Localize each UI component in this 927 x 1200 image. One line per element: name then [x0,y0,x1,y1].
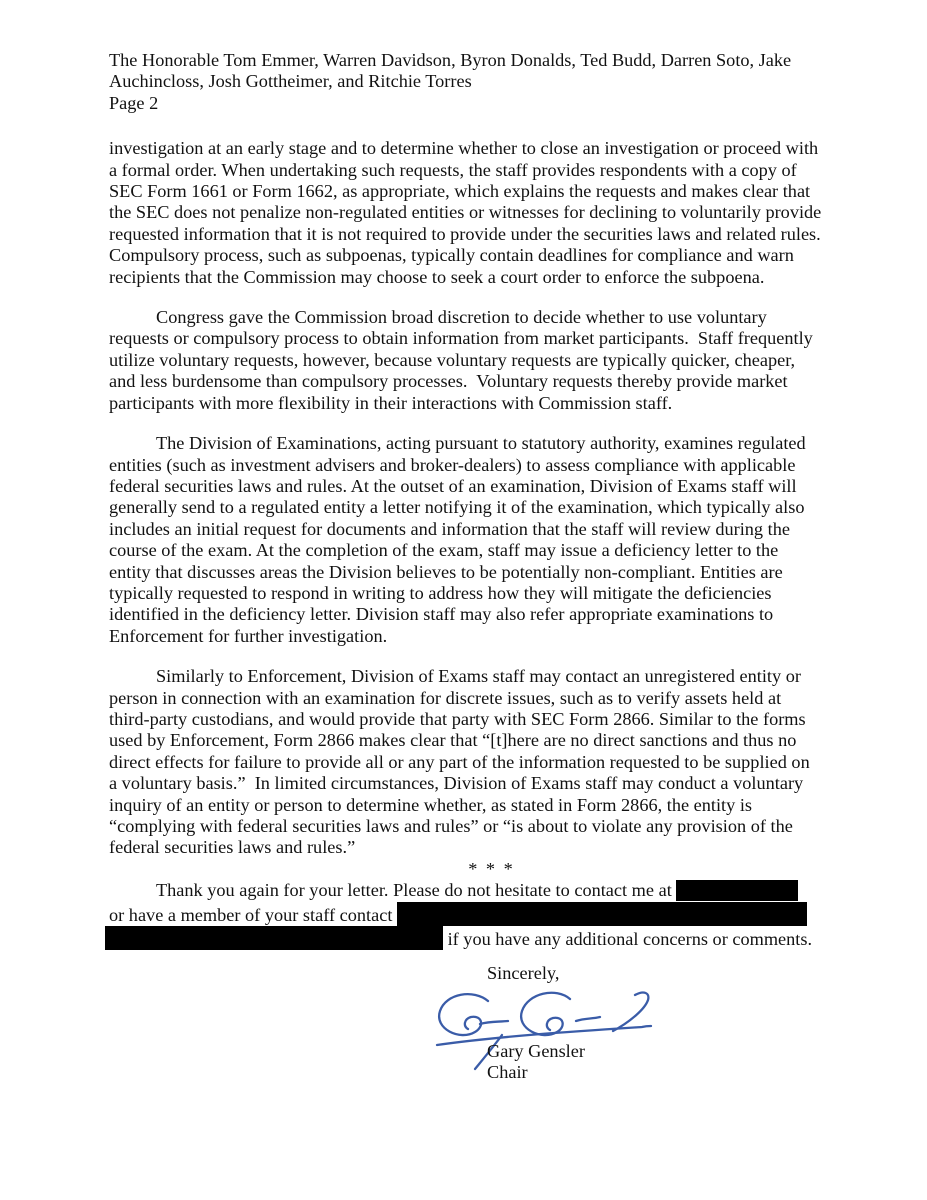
text-line: generally send to a regulated entity a letter notifying it of the examination, which typically also [109,497,805,518]
text-line: used by Enforcement, Form 2866 makes clear that “[t]here are no direct sanctions and thus no [109,730,797,751]
text-line: SEC Form 1661 or Form 1662, as appropriate, which explains the requests and makes clear that [109,181,811,202]
closing-line [109,880,818,901]
paragraph [109,138,822,288]
letter-content [109,50,822,1084]
text-line: typically requested to respond in writing to address how they will mitigate the deficiencies [109,582,772,603]
redaction-bar [105,926,443,950]
text-line: Similarly to Enforcement, Division of Exams staff may contact an unregistered entity or [156,666,801,687]
signer-name: Gary Gensler [487,1040,585,1061]
closing-text: Thank you again for your letter. Please do not hesitate to contact me at [156,880,677,901]
closing-text: or have a member of your staff contact [109,904,397,925]
text-line: recipients that the Commission may choose to seek a court order to enforce the subpoena. [109,266,765,287]
text-line: requests or compulsory process to obtain information from market participants. Staff frequently [109,328,813,349]
text-line: entities (such as investment advisers and broker-dealers) to assess compliance with applicable [109,454,796,475]
text-line: participants with more flexibility in their interactions with Commission staff. [109,392,673,413]
closing-text: if you have any additional concerns or comments. [443,929,813,950]
text-line: federal securities laws and rules. At the outset of an examination, Division of Exams staff will [109,475,797,496]
header-line: Page 2 [109,92,159,113]
text-line: utilize voluntary requests, however, because voluntary requests are typically quicker, cheaper, [109,349,796,370]
letter-body [109,138,822,859]
text-line: includes an initial request for documents and information that the staff will review during the [109,518,790,539]
salutation: Sincerely, [487,963,560,984]
redaction-bar [397,902,807,926]
text-line: Compulsory process, such as subpoenas, typically contain deadlines for compliance and warn [109,245,794,266]
paragraph [109,307,818,414]
redaction-bar [676,880,798,901]
text-line: and less burdensome than compulsory processes. Voluntary requests thereby provide market [109,371,788,392]
closing-line [109,926,818,950]
text-line: the SEC does not penalize non-regulated entities or witnesses for declining to voluntarily provide [109,202,822,223]
recipients-header [109,50,818,114]
text-line: Enforcement for further investigation. [109,625,388,646]
section-separator: * * * [468,858,515,879]
text-line: requested information that it is not required to provide under the securities laws and related rules. [109,223,821,244]
closing-paragraph [109,880,818,950]
signature-gary-gensler [420,989,670,1047]
text-line: third-party custodians, and would provide that party with SEC Form 2866. Similar to the forms [109,708,806,729]
header-line: The Honorable Tom Emmer, Warren Davidson, Byron Donalds, Ted Budd, Darren Soto, Jake [109,50,792,70]
paragraph [109,433,818,647]
text-line: “complying with federal securities laws and rules” or “is about to violate any provision of the [109,816,793,836]
text-line: investigation at an early stage and to determine whether to close an investigation or proceed with [109,138,819,159]
text-line: course of the exam. At the completion of the exam, staff may issue a deficiency letter to the [109,540,779,561]
text-line: a formal order. When undertaking such requests, the staff provides respondents with a copy of [109,159,797,180]
signer-title: Chair [487,1062,528,1083]
text-line: federal securities laws and rules.” [109,837,356,858]
text-line: entity that discusses areas the Division believes to be potentially non-compliant. Entities are [109,561,783,582]
text-line: person in connection with an examination for discrete issues, such as to verify assets held at [109,687,782,708]
text-line: inquiry of an entity or person to determine whether, as stated in Form 2866, the entity is [109,794,753,815]
text-line: identified in the deficiency letter. Division staff may also refer appropriate examinations to [109,604,774,625]
header-line: Auchincloss, Josh Gottheimer, and Ritchie Torres [109,71,472,92]
text-line: The Division of Examinations, acting pursuant to statutory authority, examines regulated [156,433,806,454]
text-line: direct effects for failure to provide all or any part of the information requested to be supplied on [109,751,810,772]
closing-line [109,902,818,926]
paragraph [109,666,818,859]
text-line: a voluntary basis.” In limited circumstances, Division of Exams staff may conduct a voluntary [109,773,804,794]
text-line: Congress gave the Commission broad discretion to decide whether to use voluntary [156,307,767,328]
signoff-block [487,963,818,1083]
